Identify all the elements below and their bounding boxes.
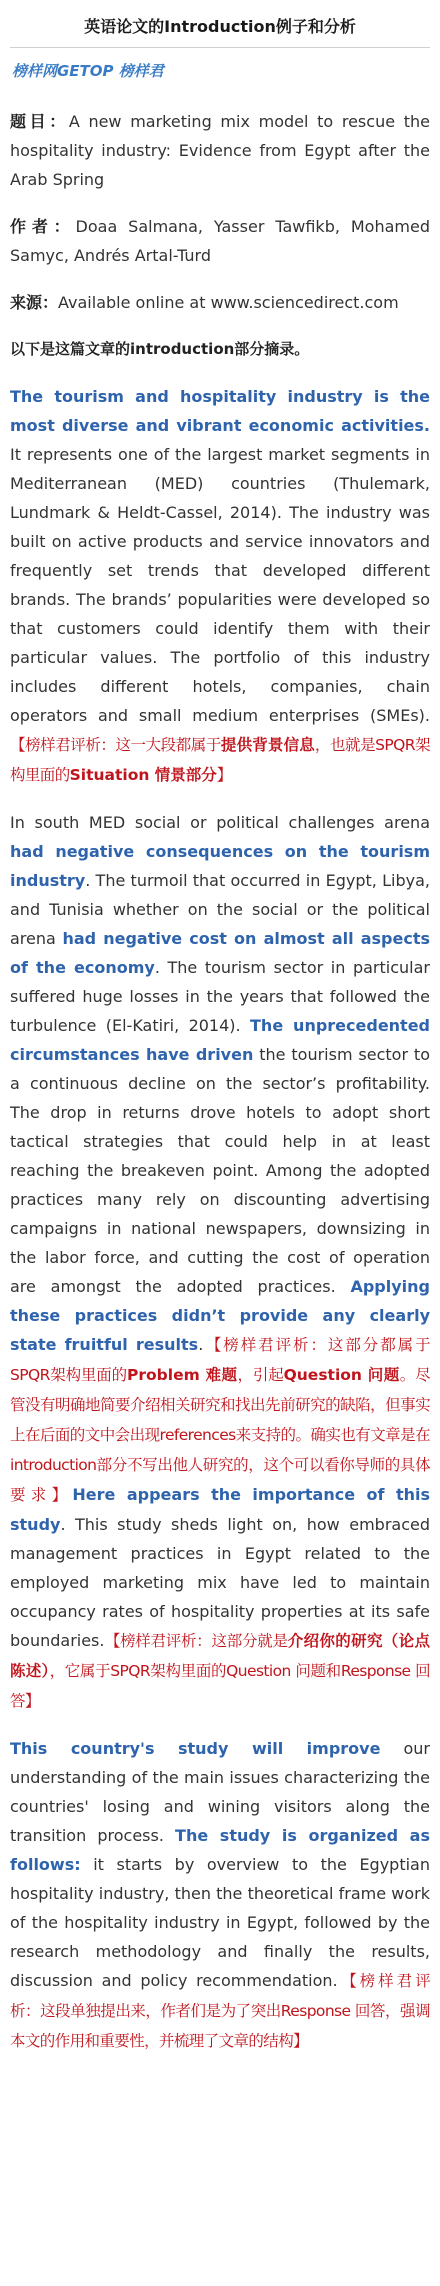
commentary: 【榜样君评析：这部分就是介绍你的研究（论点陈述），它属于SPQR架构里面的Question 问题和Response 回答】 (10, 1632, 430, 1710)
author-tag[interactable]: 榜样网GETOP 榜样君 (12, 62, 164, 80)
paper-authors: Doaa Salmana, Yasser Tawfikb, Mohamed Samyc, Andrés Artal-Turd (10, 217, 430, 265)
paper-source: Available online at www.sciencedirect.com (58, 293, 399, 312)
body-text: it starts by overview to the Egyptian hospitality industry, then the theoretical frame work of the hospitality industry in Egypt, followed by the research methodology and finally the results, discussion and policy recommendation. (10, 1855, 430, 1990)
body-text: . The turmoil that occurred in Egypt, Libya, and Tunisia whether on the social or the political arena (10, 871, 430, 948)
paragraph-situation (10, 382, 430, 790)
commentary: 【榜样君评析：这段单独提出来，作者们是为了突出Response 回答，强调本文的作用和重要性，并梳理了文章的结构】 (10, 1972, 430, 2050)
paper-source-line (10, 288, 430, 317)
highlight-text: This country's study will improve (10, 1739, 381, 1758)
body-text: In south MED social or political challenges arena (10, 813, 430, 832)
excerpt-lead: 以下是这篇文章的introduction部分摘录。 (10, 340, 310, 358)
highlight-text: Applying these practices didn’t provide any clearly state fruitful results (10, 1277, 430, 1354)
title-label: 题目： (10, 112, 69, 131)
body-text: It represents one of the largest market segments in Mediterranean (MED) countries (Thulemark, Lundmark & Heldt-Cassel, 2014). The industry was built on active products and service innovators and frequently set trends that developed different brands. The brands’ popularities were developed so that customers could identify them with their particular values. The portfolio of this industry includes different hotels, companies, chain operators and small medium enterprises (SMEs). (10, 445, 430, 725)
highlight-text: had negative cost on almost all aspects of the economy (10, 929, 430, 977)
title-divider (10, 47, 430, 48)
body-text: . (198, 1335, 204, 1354)
paragraph-problem (10, 808, 430, 1716)
highlight-text: Here appears the importance of this study (10, 1485, 431, 1534)
body-text: the tourism sector to a continuous decline on the sector’s profitability. The drop in returns drove hotels to adopt short tactical strategies that could help in at least reaching the breakeven point. Among the adopted practices many rely on discounting advertising campaigns in national newspapers, downsizing in the labor force, and cutting the cost of operation are amongst the adopted practices. (10, 1045, 430, 1296)
highlight-text: had negative consequences on the tourism industry (10, 842, 430, 890)
commentary: 【榜样君评析：这部分都属于SPQR架构里面的Problem 难题，引起Question 问题。尽管没有明确地简要介绍相关研究和找出先前研究的缺陷，但事实上在后面的文中会出现references来支持的。确实也有文章是在introduction部分不写出他人研究的，这个可以看你导师的具体要求】 (10, 1336, 431, 1504)
commentary: 【榜样君评析：这一大段都属于提供背景信息，也就是SPQR架构里面的Situation 情景部分】 (10, 736, 430, 784)
body-text: . The tourism sector in particular suffered huge losses in the years that followed the turbulence (El-Katiri, 2014). (10, 958, 430, 1035)
author-label: 作者： (10, 217, 76, 236)
page-title: 英语论文的Introduction例子和分析 (84, 17, 356, 36)
paper-authors-line (10, 212, 430, 270)
highlight-text: The study is organized as follows: (10, 1826, 430, 1874)
body-text: our understanding of the main issues characterizing the countries' losing and wining visitors along the transition process. (10, 1739, 431, 1845)
highlight-text: The unprecedented circumstances have driven (10, 1016, 431, 1064)
paper-title: A new marketing mix model to rescue the hospitality industry: Evidence from Egypt after the Arab Spring (10, 112, 430, 189)
paper-title-line (10, 107, 430, 194)
paragraph-response (10, 1734, 430, 2056)
source-label: 来源： (10, 293, 59, 312)
body-text: . This study sheds light on, how embraced management practices in Egypt related to the employed marketing mix have led to maintain occupancy rates of hospitality properties at its safe boundaries. (10, 1515, 430, 1650)
highlight-text: The tourism and hospitality industry is the most diverse and vibrant economic activities. (10, 387, 430, 435)
